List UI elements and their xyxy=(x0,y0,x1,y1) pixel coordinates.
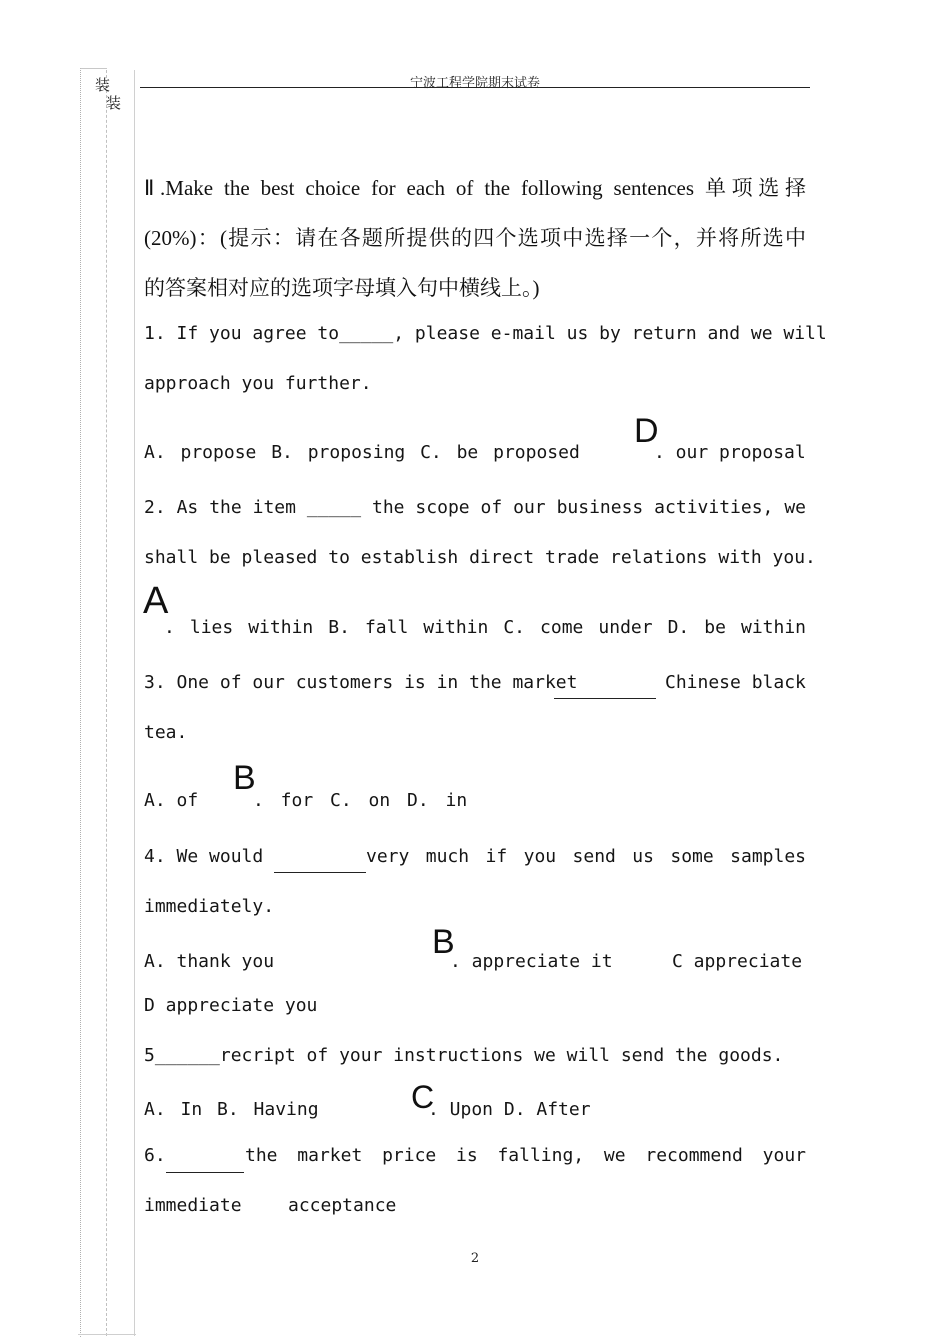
question-4-blank xyxy=(274,850,366,873)
question-4-line-1-start: 4. We would xyxy=(144,846,264,867)
question-6-line-2-a: immediate xyxy=(144,1195,242,1216)
binding-dashed-line xyxy=(106,70,107,1336)
question-5-options-prefix: A. In B. Having xyxy=(144,1099,319,1120)
question-4-line-2: immediately. xyxy=(144,896,275,917)
question-4-option-b: . appreciate it xyxy=(450,951,613,972)
question-5-answer-letter: C xyxy=(411,1079,435,1115)
question-2-line-1: 2. As the item _____ the scope of our business activities, we xyxy=(144,497,806,518)
question-6-blank xyxy=(166,1150,244,1173)
question-4-option-a: A. thank you xyxy=(144,951,275,972)
question-2-options: . lies within B. fall within C. come under D. be within xyxy=(164,617,806,638)
exam-header-title: 宁波工程学院期末试卷 xyxy=(409,76,540,91)
question-1-answer-letter: D xyxy=(634,412,659,450)
question-4-option-c: C appreciate xyxy=(672,951,803,972)
binding-margin xyxy=(80,68,107,1337)
question-1-options: A. propose B. proposing C. be proposed xyxy=(144,442,580,463)
question-6-line-1-end: the market price is falling, we recommend your xyxy=(245,1145,806,1166)
question-2-answer-letter: A xyxy=(143,580,169,622)
question-4-line-1-end: very much if you send us some samples xyxy=(366,846,806,867)
header-rule xyxy=(140,87,810,88)
section-heading-line-1: Ⅱ.Make the best choice for each of the following sentences 单项选择 xyxy=(144,176,806,200)
binding-solid-line xyxy=(134,70,135,1336)
question-3-option-a: A. of xyxy=(144,790,199,811)
page-number: 2 xyxy=(470,1251,480,1266)
binding-char-top: 装 xyxy=(95,76,111,94)
question-3-options-rest: . for C. on D. in xyxy=(253,790,468,811)
question-1-line-1: 1. If you agree to_____, please e-mail us by return and we will xyxy=(144,323,827,344)
question-4-answer-letter: B xyxy=(432,923,455,961)
section-heading-line-3: 的答案相对应的选项字母填入句中横线上。) xyxy=(144,276,540,300)
section-heading-line-2: (20%)：(提示：请在各题所提供的四个选项中选择一个，并将所选中 xyxy=(144,226,806,250)
question-1-option-d: . our proposal xyxy=(654,442,806,463)
question-3-line-2: tea. xyxy=(144,722,188,743)
question-3-line-1-start: 3. One of our customers is in the market xyxy=(144,672,578,693)
question-2-line-2: shall be pleased to establish direct trade relations with you. xyxy=(144,547,816,568)
binding-bottom-rule xyxy=(78,1334,136,1335)
question-4-option-d: D appreciate you xyxy=(144,995,318,1016)
question-5-line-1: 5______recript of your instructions we will send the goods. xyxy=(144,1045,784,1066)
question-5-options-rest: . Upon D. After xyxy=(428,1099,591,1120)
question-3-blank xyxy=(554,676,656,699)
question-6-line-1-start: 6. xyxy=(144,1145,166,1166)
binding-char-bottom: 装 xyxy=(106,94,122,112)
question-6-line-2-b: acceptance xyxy=(288,1195,397,1216)
question-3-answer-letter: B xyxy=(233,759,256,797)
question-3-line-1-end: Chinese black xyxy=(665,672,806,693)
question-1-line-2: approach you further. xyxy=(144,373,372,394)
